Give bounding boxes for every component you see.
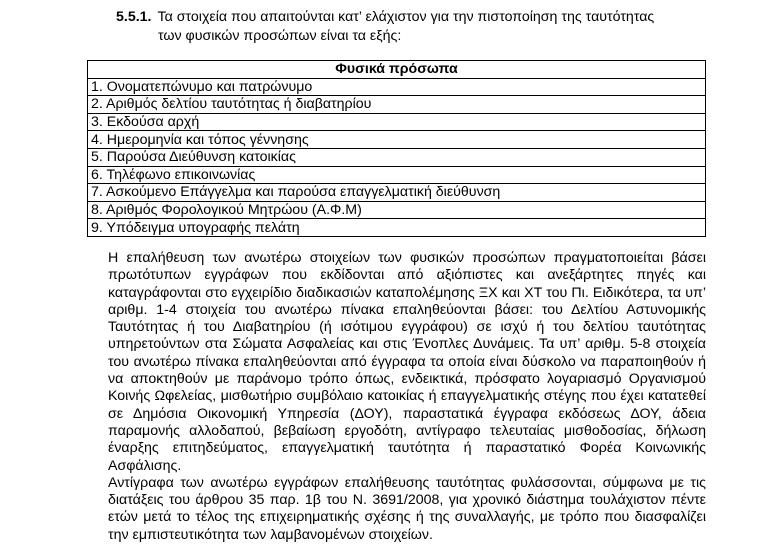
section-heading <box>116 8 706 46</box>
table-row <box>88 184 706 202</box>
table-cell: 1. Ονοματεπώνυμο και πατρώνυμο <box>88 78 706 96</box>
table-row <box>88 148 706 166</box>
table-cell: 6. Τηλέφωνο επικοινωνίας <box>88 166 706 184</box>
table-header: Φυσικά πρόσωπα <box>88 61 706 79</box>
table-cell: 2. Αριθμός δελτίου ταυτότητας ή διαβατηρίου <box>88 96 706 114</box>
body-text <box>108 250 706 544</box>
table-row <box>88 201 706 219</box>
table-cell: 9. Υπόδειγμα υπογραφής πελάτη <box>88 219 706 237</box>
table-row <box>88 113 706 131</box>
table-row <box>88 219 706 237</box>
table-cell: 8. Αριθμός Φορολογικού Μητρώου (Α.Φ.Μ) <box>88 201 706 219</box>
table-row <box>88 78 706 96</box>
table-cell: 5. Παρούσα Διεύθυνση κατοικίας <box>88 148 706 166</box>
section-heading-line2: των φυσικών προσώπων είναι τα εξής: <box>158 28 402 44</box>
table-header-row <box>88 61 706 79</box>
paragraph-retention: Αντίγραφα των ανωτέρω εγγράφων επαλήθευσης ταυτότητας φυλάσσονται, σύμφωνα με τις διατάξεις του άρθρου 35 παρ. 1β του Ν. 3691/2008, για χρονικό διάστημα τουλάχιστον πέντε ετών μετά το τέλος της επιχειρηματικής σχέσης ή της συναλλαγής, με τρόπο που διασφαλίζει την εμπιστευτικότητα των λαμβανομένων στοιχείων. <box>108 474 706 543</box>
natural-persons-table <box>87 60 706 237</box>
table-cell: 3. Εκδούσα αρχή <box>88 113 706 131</box>
section-heading-line1: Τα στοιχεία που απαιτούνται κατ’ ελάχιστον για την πιστοποίηση της ταυτότητας <box>157 9 655 25</box>
table-row <box>88 131 706 149</box>
table-cell: 4. Ημερομηνία και τόπος γέννησης <box>88 131 706 149</box>
table-row <box>88 96 706 114</box>
table-row <box>88 166 706 184</box>
paragraph-verification: Η επαλήθευση των ανωτέρω στοιχείων των φυσικών προσώπων πραγματοποιείται βάσει πρωτότυπων εγγράφων που εκδίδονται από αξιόπιστες και ανεξάρτητες πηγές και καταγράφονται στο εγχειρίδιο διαδικασιών καταπολέμησης ΞΧ και ΧΤ του Πι. Ειδικότερα, τα υπ’ αριθμ. 1-4 στοιχεία του ανωτέρω πίνακα επαληθεύονται βάσει: του Δελτίου Αστυνομικής Ταυτότητας ή του Διαβατηρίου (ή ισότιμου εγγράφου) σε ισχύ ή του δελτίου ταυτότητας υπηρετούντων στα Σώματα Ασφαλείας και στις Ένοπλες Δυνάμεις. Τα υπ’ αριθμ. 5-8 στοιχεία του ανωτέρω πίνακα επαληθεύονται από έγγραφα τα οποία είναι δύσκολο να παραποιηθούν ή να αποκτηθούν με παράνομο τρόπο όπως, ενδεικτικά, πρόσφατο λογαριασμό Οργανισμού Κοινής Ωφελείας, μισθωτήριο συμβόλαιο κατοικίας ή επαγγελματικής στέγης που έχει κατατεθεί σε Δημόσια Οικονομική Υπηρεσία (ΔΟΥ), παραστατικά έγγραφα εκδόσεως ΔΟΥ, άδεια παραμονής αλλοδαπού, βεβαίωση εργοδότη, αντίγραφο τελευταίας μισθοδοσίας, δήλωση έναρξης επιτηδεύματος, επαγγελματική ταυτότητα ή παραστατικό Φορέα Κοινωνικής Ασφάλισης. <box>108 250 706 474</box>
section-number: 5.5.1. <box>116 9 152 25</box>
table-cell: 7. Ασκούμενο Επάγγελμα και παρούσα επαγγελματική διεύθυνση <box>88 184 706 202</box>
